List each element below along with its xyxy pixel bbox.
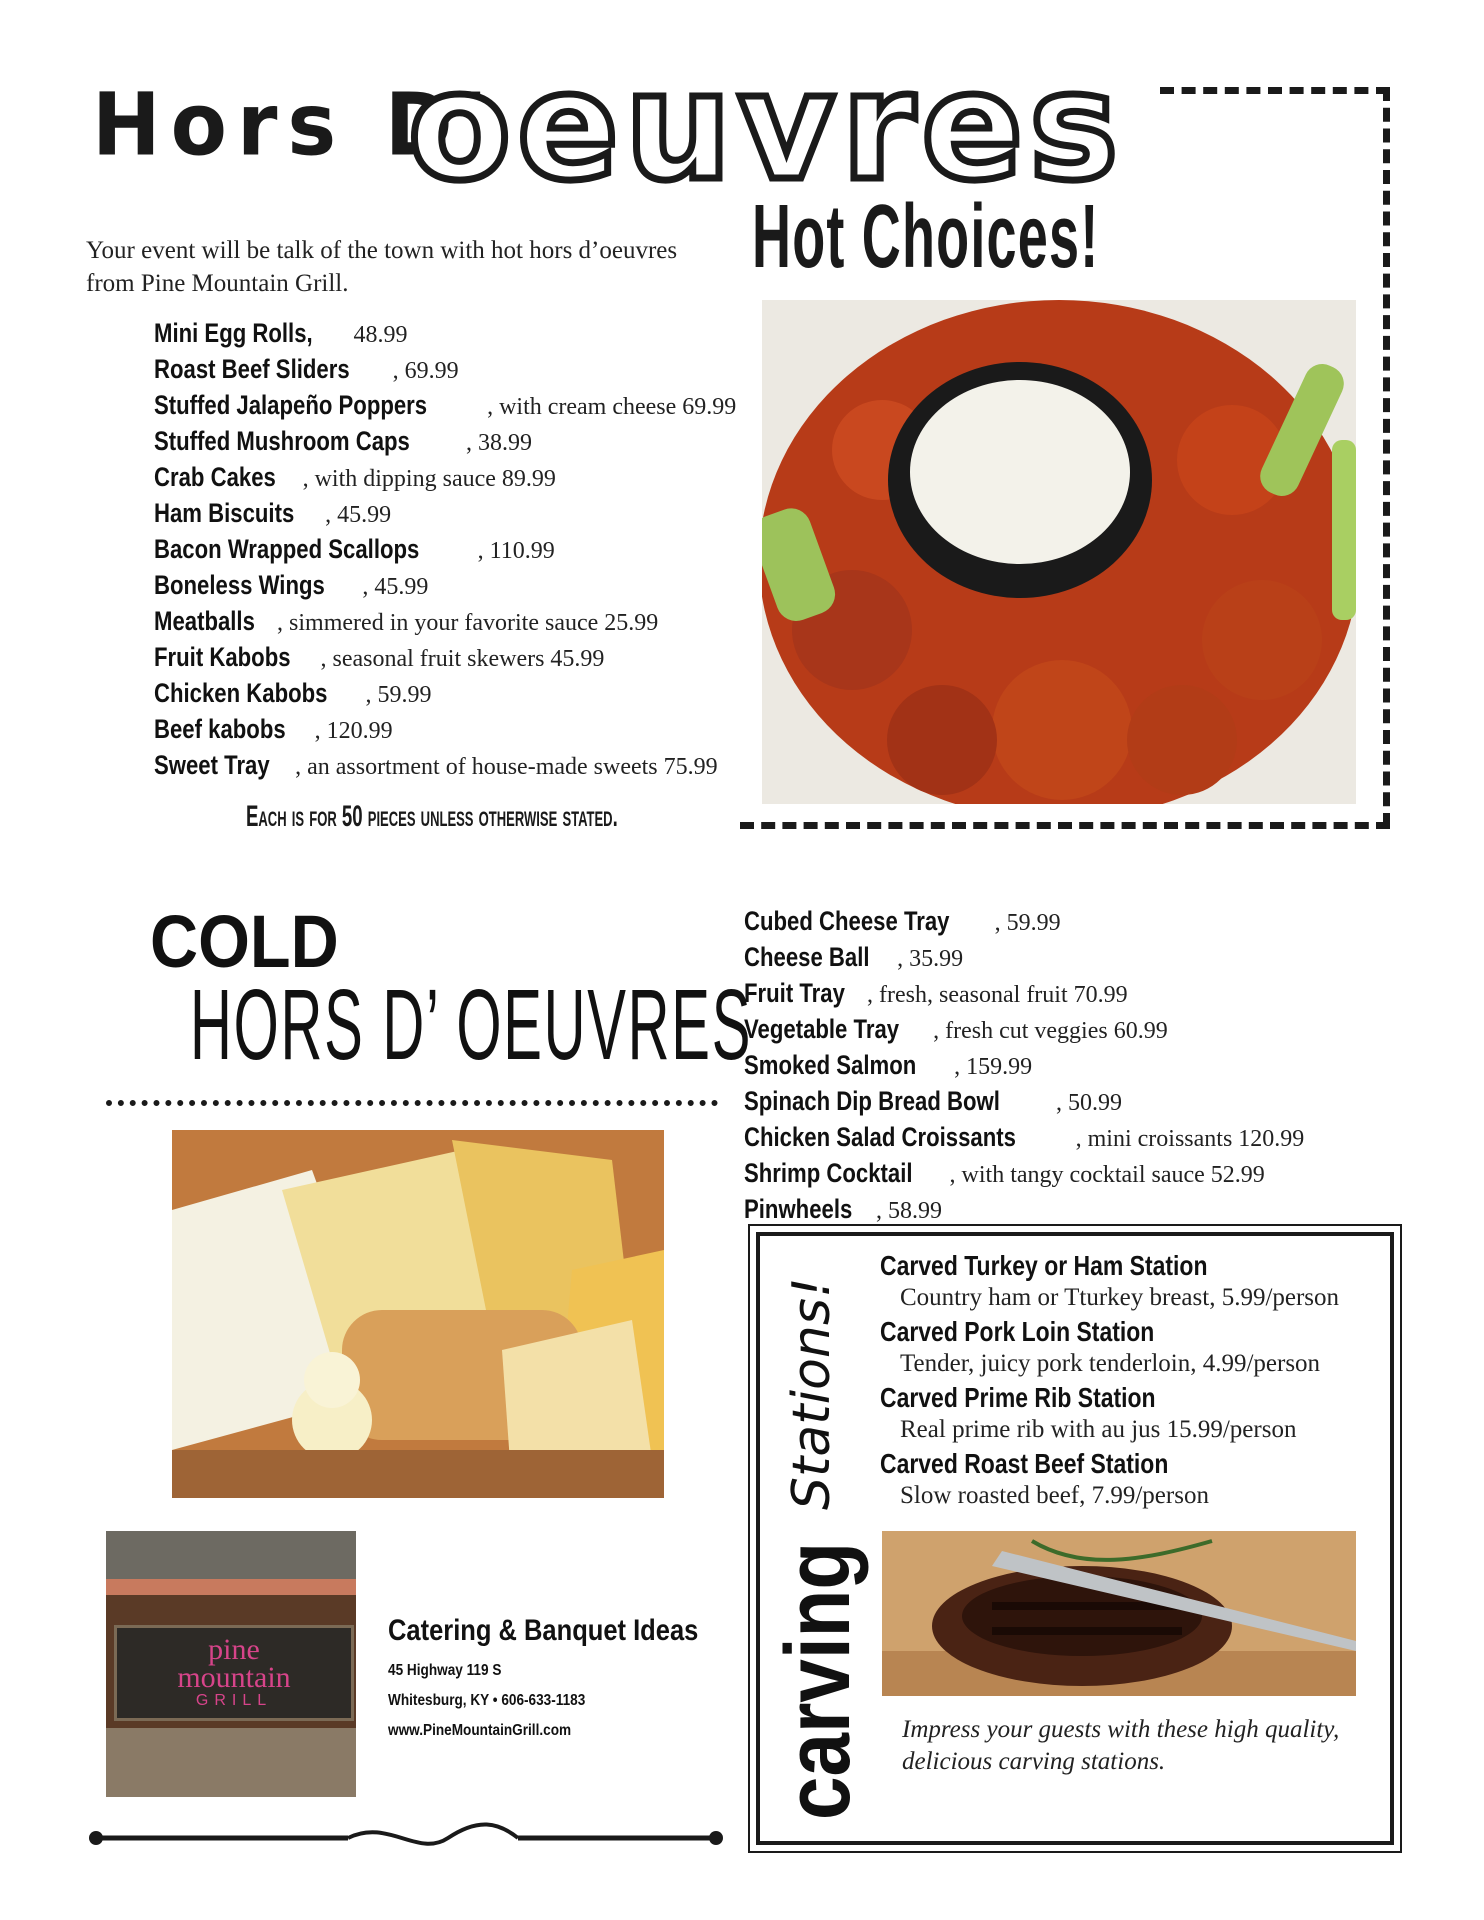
item-desc: , fresh, seasonal fruit 70.99 xyxy=(867,982,1128,1008)
contact-city-phone: Whitesburg, KY • 606-633-1183 xyxy=(388,1692,586,1709)
list-item xyxy=(744,1120,1444,1156)
item-desc: , 110.99 xyxy=(477,538,555,564)
steak-illustration xyxy=(882,1531,1356,1696)
list-item xyxy=(154,388,774,424)
cheese-illustration xyxy=(172,1130,664,1498)
list-item xyxy=(154,640,774,676)
list-item xyxy=(154,496,774,532)
logo-sign xyxy=(114,1625,354,1721)
item-name: Vegetable Tray xyxy=(744,1014,900,1044)
station-name: Carved Pork Loin Station xyxy=(880,1316,1155,1347)
item-name: Pinwheels xyxy=(744,1194,853,1224)
item-name: Fruit Tray xyxy=(744,978,845,1008)
cold-title: COLD xyxy=(150,900,339,983)
station-name: Carved Prime Rib Station xyxy=(880,1382,1156,1413)
list-item xyxy=(154,352,774,388)
item-desc: , 38.99 xyxy=(466,430,533,456)
station-desc: Slow roasted beef, 7.99/person xyxy=(900,1482,1209,1509)
steak-photo xyxy=(882,1531,1356,1696)
carving-tagline: Impress your guests with these high quality, delicious carving stations. xyxy=(902,1716,1340,1775)
contact-website: www.PineMountainGrill.com xyxy=(388,1722,572,1739)
item-desc: , 35.99 xyxy=(897,946,964,972)
list-item xyxy=(154,316,774,352)
item-name: Chicken Kabobs xyxy=(154,678,328,708)
item-desc: , with cream cheese 69.99 xyxy=(487,394,737,420)
item-name: Cheese Ball xyxy=(744,942,870,972)
station-desc: Country ham or Tturkey breast, 5.99/person xyxy=(900,1284,1340,1311)
flourish-divider xyxy=(88,1820,728,1860)
hot-items-list xyxy=(154,316,774,784)
list-item xyxy=(154,424,774,460)
item-name: Stuffed Mushroom Caps xyxy=(154,426,410,456)
station-desc: Tender, juicy pork tenderloin, 4.99/person xyxy=(900,1350,1321,1377)
logo-line-mountain: mountain xyxy=(177,1661,291,1694)
restaurant-photo xyxy=(106,1531,356,1797)
dashed-border-top xyxy=(1160,87,1390,94)
item-desc: , an assortment of house-made sweets 75.99 xyxy=(295,754,718,780)
station-desc: Real prime rib with au jus 15.99/person xyxy=(900,1416,1297,1443)
item-desc: , with dipping sauce 89.99 xyxy=(302,466,556,492)
item-desc: , seasonal fruit skewers 45.99 xyxy=(320,646,605,672)
item-desc: 48.99 xyxy=(347,322,408,348)
list-item xyxy=(154,748,774,784)
contact-address: 45 Highway 119 S xyxy=(388,1662,502,1679)
item-desc: , simmered in your favorite sauce 25.99 xyxy=(277,610,659,636)
item-desc: , 50.99 xyxy=(1056,1090,1123,1116)
item-name: Chicken Salad Croissants xyxy=(744,1122,1016,1152)
item-name: Roast Beef Sliders xyxy=(154,354,350,384)
item-name: Bacon Wrapped Scallops xyxy=(154,534,420,564)
list-item xyxy=(744,1192,1444,1228)
carving-station-list xyxy=(880,1250,1370,1514)
stations-heading: Stations! xyxy=(782,1277,842,1510)
cheese-photo xyxy=(172,1130,664,1498)
logo-line-pine: pine xyxy=(208,1633,260,1666)
boneless-wings-photo xyxy=(762,300,1356,804)
item-name: Cubed Cheese Tray xyxy=(744,906,950,936)
list-item xyxy=(154,676,774,712)
item-desc: , 120.99 xyxy=(314,718,393,744)
item-desc: , 45.99 xyxy=(325,502,392,528)
item-name: Mini Egg Rolls, xyxy=(154,318,313,348)
item-name: Boneless Wings xyxy=(154,570,325,600)
logo-line-grill: GRILL xyxy=(195,1692,273,1709)
list-item xyxy=(154,712,774,748)
item-name: Ham Biscuits xyxy=(154,498,295,528)
item-name: Sweet Tray xyxy=(154,750,270,780)
item-name: Smoked Salmon xyxy=(744,1050,917,1080)
list-item xyxy=(880,1250,1370,1314)
item-name: Shrimp Cocktail xyxy=(744,1158,913,1188)
contact-title: Catering & Banquet Ideas xyxy=(388,1614,699,1647)
item-desc: , 69.99 xyxy=(392,358,459,384)
list-item xyxy=(744,904,1444,940)
intro-text: Your event will be talk of the town with hot hors d’oeuvres from Pine Mountain Grill. xyxy=(86,237,678,297)
list-item xyxy=(154,604,774,640)
item-name: Beef kabobs xyxy=(154,714,286,744)
list-item xyxy=(744,940,1444,976)
wings-illustration xyxy=(762,300,1356,804)
list-item xyxy=(154,460,774,496)
list-item xyxy=(744,1012,1444,1048)
station-name: Carved Roast Beef Station xyxy=(880,1448,1169,1479)
item-name: Fruit Kabobs xyxy=(154,642,291,672)
item-name: Crab Cakes xyxy=(154,462,276,492)
list-item xyxy=(880,1382,1370,1446)
item-desc: , 159.99 xyxy=(954,1054,1033,1080)
item-name: Meatballs xyxy=(154,606,255,636)
pieces-note: Each is for 50 pieces unless otherwise stated. xyxy=(246,800,618,833)
list-item xyxy=(744,1048,1444,1084)
item-desc: , 58.99 xyxy=(876,1198,943,1224)
item-desc: , 45.99 xyxy=(362,574,429,600)
title-oeuvres: oeuvres xyxy=(408,40,1125,214)
dashed-border-right xyxy=(1383,87,1390,827)
list-item xyxy=(744,1084,1444,1120)
station-name: Carved Turkey or Ham Station xyxy=(880,1250,1208,1281)
dotted-divider xyxy=(106,1100,718,1106)
list-item xyxy=(880,1316,1370,1380)
item-name: Stuffed Jalapeño Poppers xyxy=(154,390,428,420)
list-item xyxy=(880,1448,1370,1512)
title-hors: Hors D' xyxy=(92,75,498,176)
list-item xyxy=(744,1156,1444,1192)
item-name: Spinach Dip Bread Bowl xyxy=(744,1086,1000,1116)
list-item xyxy=(154,532,774,568)
cold-items-list xyxy=(744,904,1444,1228)
dashed-border-bottom xyxy=(740,822,1390,829)
list-item xyxy=(744,976,1444,1012)
list-item xyxy=(154,568,774,604)
hot-choices-heading: Hot Choices! xyxy=(752,187,1100,287)
item-desc: , mini croissants 120.99 xyxy=(1075,1126,1305,1152)
item-desc: , 59.99 xyxy=(994,910,1061,936)
cold-subtitle: HORS D’ OEUVRES xyxy=(190,969,753,1081)
item-desc: , fresh cut veggies 60.99 xyxy=(933,1018,1168,1044)
item-desc: , with tangy cocktail sauce 52.99 xyxy=(949,1162,1265,1188)
item-desc: , 59.99 xyxy=(365,682,432,708)
carving-heading: carving xyxy=(767,1541,869,1820)
